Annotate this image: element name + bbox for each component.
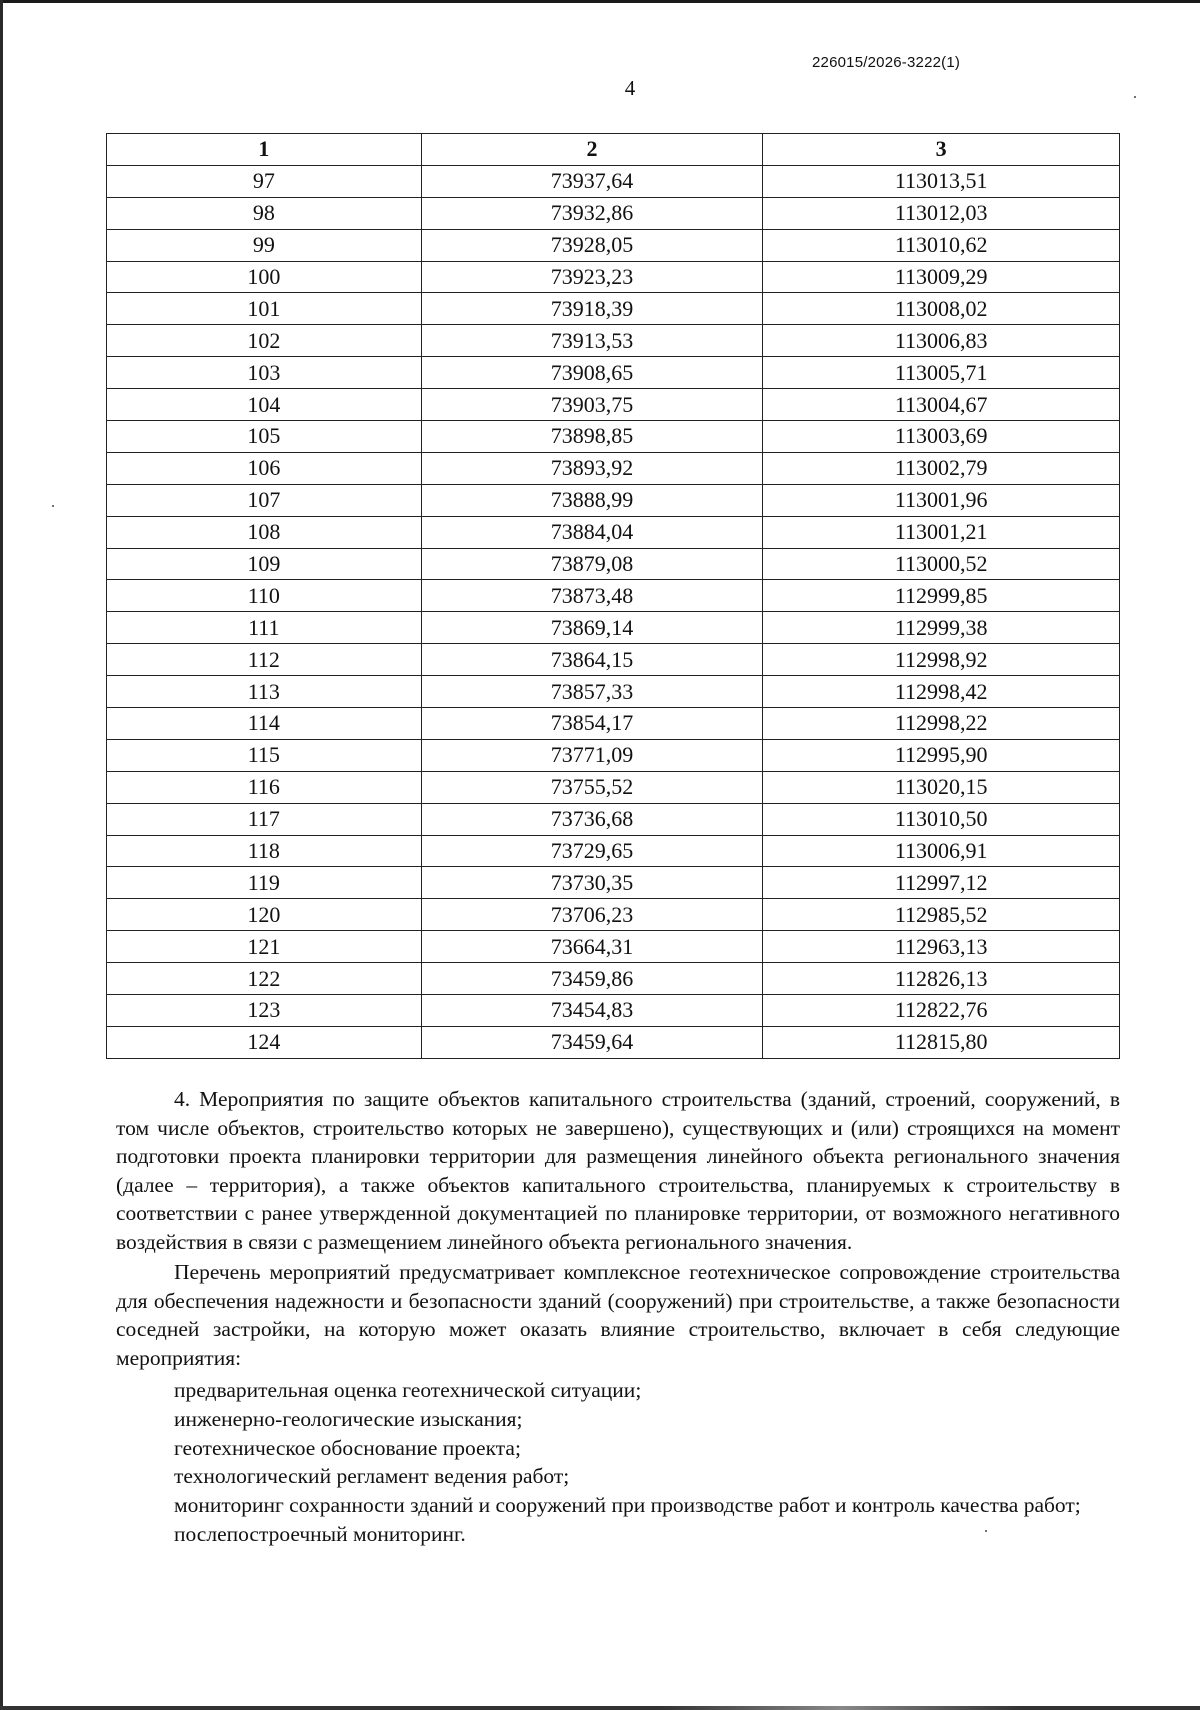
table-cell: 113020,15 <box>763 771 1120 803</box>
table-cell: 102 <box>107 325 422 357</box>
table-row <box>107 867 1120 899</box>
section-paragraph: Перечень мероприятий предусматривает комплексное геотехническое сопровождение строительства для обеспечения надежности и безопасности зданий (сооружений) при строительстве, а также безопасности соседней застройки, на которую может оказать влияние строительство, включает в себя следующие мероприятия: <box>116 1260 1120 1370</box>
table-cell: 114 <box>107 708 422 740</box>
table-cell: 73898,85 <box>421 421 763 453</box>
table-row <box>107 293 1120 325</box>
table-row <box>107 325 1120 357</box>
table-cell: 113003,69 <box>763 421 1120 453</box>
table-cell: 113002,79 <box>763 452 1120 484</box>
table-cell: 73771,09 <box>421 739 763 771</box>
table-cell: 108 <box>107 516 422 548</box>
table-cell: 119 <box>107 867 422 899</box>
table-cell: 73729,65 <box>421 835 763 867</box>
table-cell: 120 <box>107 899 422 931</box>
table-row <box>107 771 1120 803</box>
table-row <box>107 165 1120 197</box>
table-row <box>107 229 1120 261</box>
table-cell: 73454,83 <box>421 995 763 1027</box>
table-cell: 113013,51 <box>763 165 1120 197</box>
table-cell: 116 <box>107 771 422 803</box>
table-cell: 113000,52 <box>763 548 1120 580</box>
table-cell: 112826,13 <box>763 963 1120 995</box>
table-cell: 113010,62 <box>763 229 1120 261</box>
table-cell: 112998,42 <box>763 676 1120 708</box>
table-cell: 113001,21 <box>763 516 1120 548</box>
table-row <box>107 389 1120 421</box>
table-cell: 113009,29 <box>763 261 1120 293</box>
table-cell: 73864,15 <box>421 644 763 676</box>
table-cell: 73913,53 <box>421 325 763 357</box>
table-row <box>107 899 1120 931</box>
table-cell: 73903,75 <box>421 389 763 421</box>
list-item: послепостроечный мониторинг. <box>174 1521 466 1546</box>
table-row <box>107 835 1120 867</box>
table-cell: 73928,05 <box>421 229 763 261</box>
table-cell: 113004,67 <box>763 389 1120 421</box>
list-item: инженерно-геологические изыскания; <box>174 1406 523 1431</box>
page-number: 4 <box>624 76 636 100</box>
table-cell: 105 <box>107 421 422 453</box>
table-cell: 99 <box>107 229 422 261</box>
table-row <box>107 963 1120 995</box>
table-cell: 112815,80 <box>763 1026 1120 1058</box>
table-row <box>107 452 1120 484</box>
table-cell: 97 <box>107 165 422 197</box>
table-cell: 112998,92 <box>763 644 1120 676</box>
table-row <box>107 484 1120 516</box>
column-header: 2 <box>421 134 763 166</box>
measures-list <box>116 1376 1120 1549</box>
table-cell: 112822,76 <box>763 995 1120 1027</box>
list-item: геотехническое обоснование проекта; <box>174 1435 521 1460</box>
table-cell: 121 <box>107 931 422 963</box>
table-row <box>107 739 1120 771</box>
document-registration-number: 226015/2026-3222(1) <box>812 54 961 71</box>
table-cell: 101 <box>107 293 422 325</box>
column-header: 3 <box>763 134 1120 166</box>
table-cell: 103 <box>107 357 422 389</box>
table-cell: 112997,12 <box>763 867 1120 899</box>
list-item: мониторинг сохранности зданий и сооружений при производстве работ и контроль качества работ; <box>174 1493 1081 1518</box>
scan-border-bottom <box>0 1706 1200 1710</box>
table-row <box>107 931 1120 963</box>
table-cell: 109 <box>107 548 422 580</box>
table-row <box>107 676 1120 708</box>
table-cell: 73918,39 <box>421 293 763 325</box>
scan-speck <box>52 505 54 507</box>
table-cell: 122 <box>107 963 422 995</box>
table-cell: 73869,14 <box>421 612 763 644</box>
table-row <box>107 516 1120 548</box>
table-cell: 73755,52 <box>421 771 763 803</box>
section-paragraph: 4. Мероприятия по защите объектов капитального строительства (зданий, строений, сооружений, в том числе объектов, строительство которых не завершено), существующих и (или) строящихся на момент подготовки проекта планировки территории для размещения линейного объекта регионального значения (далее – территория), а также объектов капитального строительства, планируемых к строительству в соответствии с ранее утвержденной документацией по планировке территории, от возможного негативного воздействия в связи с размещением линейного объекта регионального значения. <box>116 1087 1120 1254</box>
table-row <box>107 995 1120 1027</box>
table-row <box>107 612 1120 644</box>
table-cell: 73893,92 <box>421 452 763 484</box>
table-row <box>107 421 1120 453</box>
table-cell: 73736,68 <box>421 803 763 835</box>
scan-border-top <box>0 0 1200 3</box>
table-cell: 73884,04 <box>421 516 763 548</box>
table-cell: 113005,71 <box>763 357 1120 389</box>
table-body <box>107 165 1120 1058</box>
table-cell: 73888,99 <box>421 484 763 516</box>
table-cell: 73664,31 <box>421 931 763 963</box>
table-cell: 73459,86 <box>421 963 763 995</box>
table-cell: 113 <box>107 676 422 708</box>
scan-speck <box>1134 96 1136 98</box>
table-cell: 73730,35 <box>421 867 763 899</box>
table-cell: 106 <box>107 452 422 484</box>
table-cell: 112998,22 <box>763 708 1120 740</box>
table-cell: 113006,83 <box>763 325 1120 357</box>
table-cell: 73857,33 <box>421 676 763 708</box>
table-header-row <box>107 134 1120 166</box>
table-cell: 113012,03 <box>763 197 1120 229</box>
table-cell: 117 <box>107 803 422 835</box>
table-row <box>107 261 1120 293</box>
table-cell: 73706,23 <box>421 899 763 931</box>
table-cell: 110 <box>107 580 422 612</box>
list-item: предварительная оценка геотехнической ситуации; <box>174 1378 642 1402</box>
table-cell: 113001,96 <box>763 484 1120 516</box>
table-cell: 73923,23 <box>421 261 763 293</box>
list-item: технологический регламент ведения работ; <box>174 1464 570 1489</box>
table-cell: 111 <box>107 612 422 644</box>
table-cell: 112995,90 <box>763 739 1120 771</box>
table-row <box>107 644 1120 676</box>
table-row <box>107 580 1120 612</box>
table-cell: 112963,13 <box>763 931 1120 963</box>
table-cell: 115 <box>107 739 422 771</box>
coordinates-table <box>106 133 1120 1059</box>
table-cell: 118 <box>107 835 422 867</box>
table-cell: 124 <box>107 1026 422 1058</box>
table-cell: 73459,64 <box>421 1026 763 1058</box>
table-cell: 113008,02 <box>763 293 1120 325</box>
table-cell: 112999,38 <box>763 612 1120 644</box>
table-cell: 100 <box>107 261 422 293</box>
table-cell: 73854,17 <box>421 708 763 740</box>
table-row <box>107 708 1120 740</box>
table-cell: 73908,65 <box>421 357 763 389</box>
table-cell: 73879,08 <box>421 548 763 580</box>
table-cell: 98 <box>107 197 422 229</box>
table-cell: 104 <box>107 389 422 421</box>
table-cell: 73937,64 <box>421 165 763 197</box>
table-cell: 112999,85 <box>763 580 1120 612</box>
table-row <box>107 548 1120 580</box>
table-cell: 73873,48 <box>421 580 763 612</box>
table-row <box>107 1026 1120 1058</box>
table-cell: 73932,86 <box>421 197 763 229</box>
table-cell: 113006,91 <box>763 835 1120 867</box>
table-row <box>107 197 1120 229</box>
table-cell: 112 <box>107 644 422 676</box>
measures-section <box>116 1085 1120 1549</box>
table-row <box>107 803 1120 835</box>
table-cell: 107 <box>107 484 422 516</box>
table-cell: 113010,50 <box>763 803 1120 835</box>
table-cell: 112985,52 <box>763 899 1120 931</box>
scan-border-left <box>0 0 3 1710</box>
column-header: 1 <box>107 134 422 166</box>
table-cell: 123 <box>107 995 422 1027</box>
table-row <box>107 357 1120 389</box>
